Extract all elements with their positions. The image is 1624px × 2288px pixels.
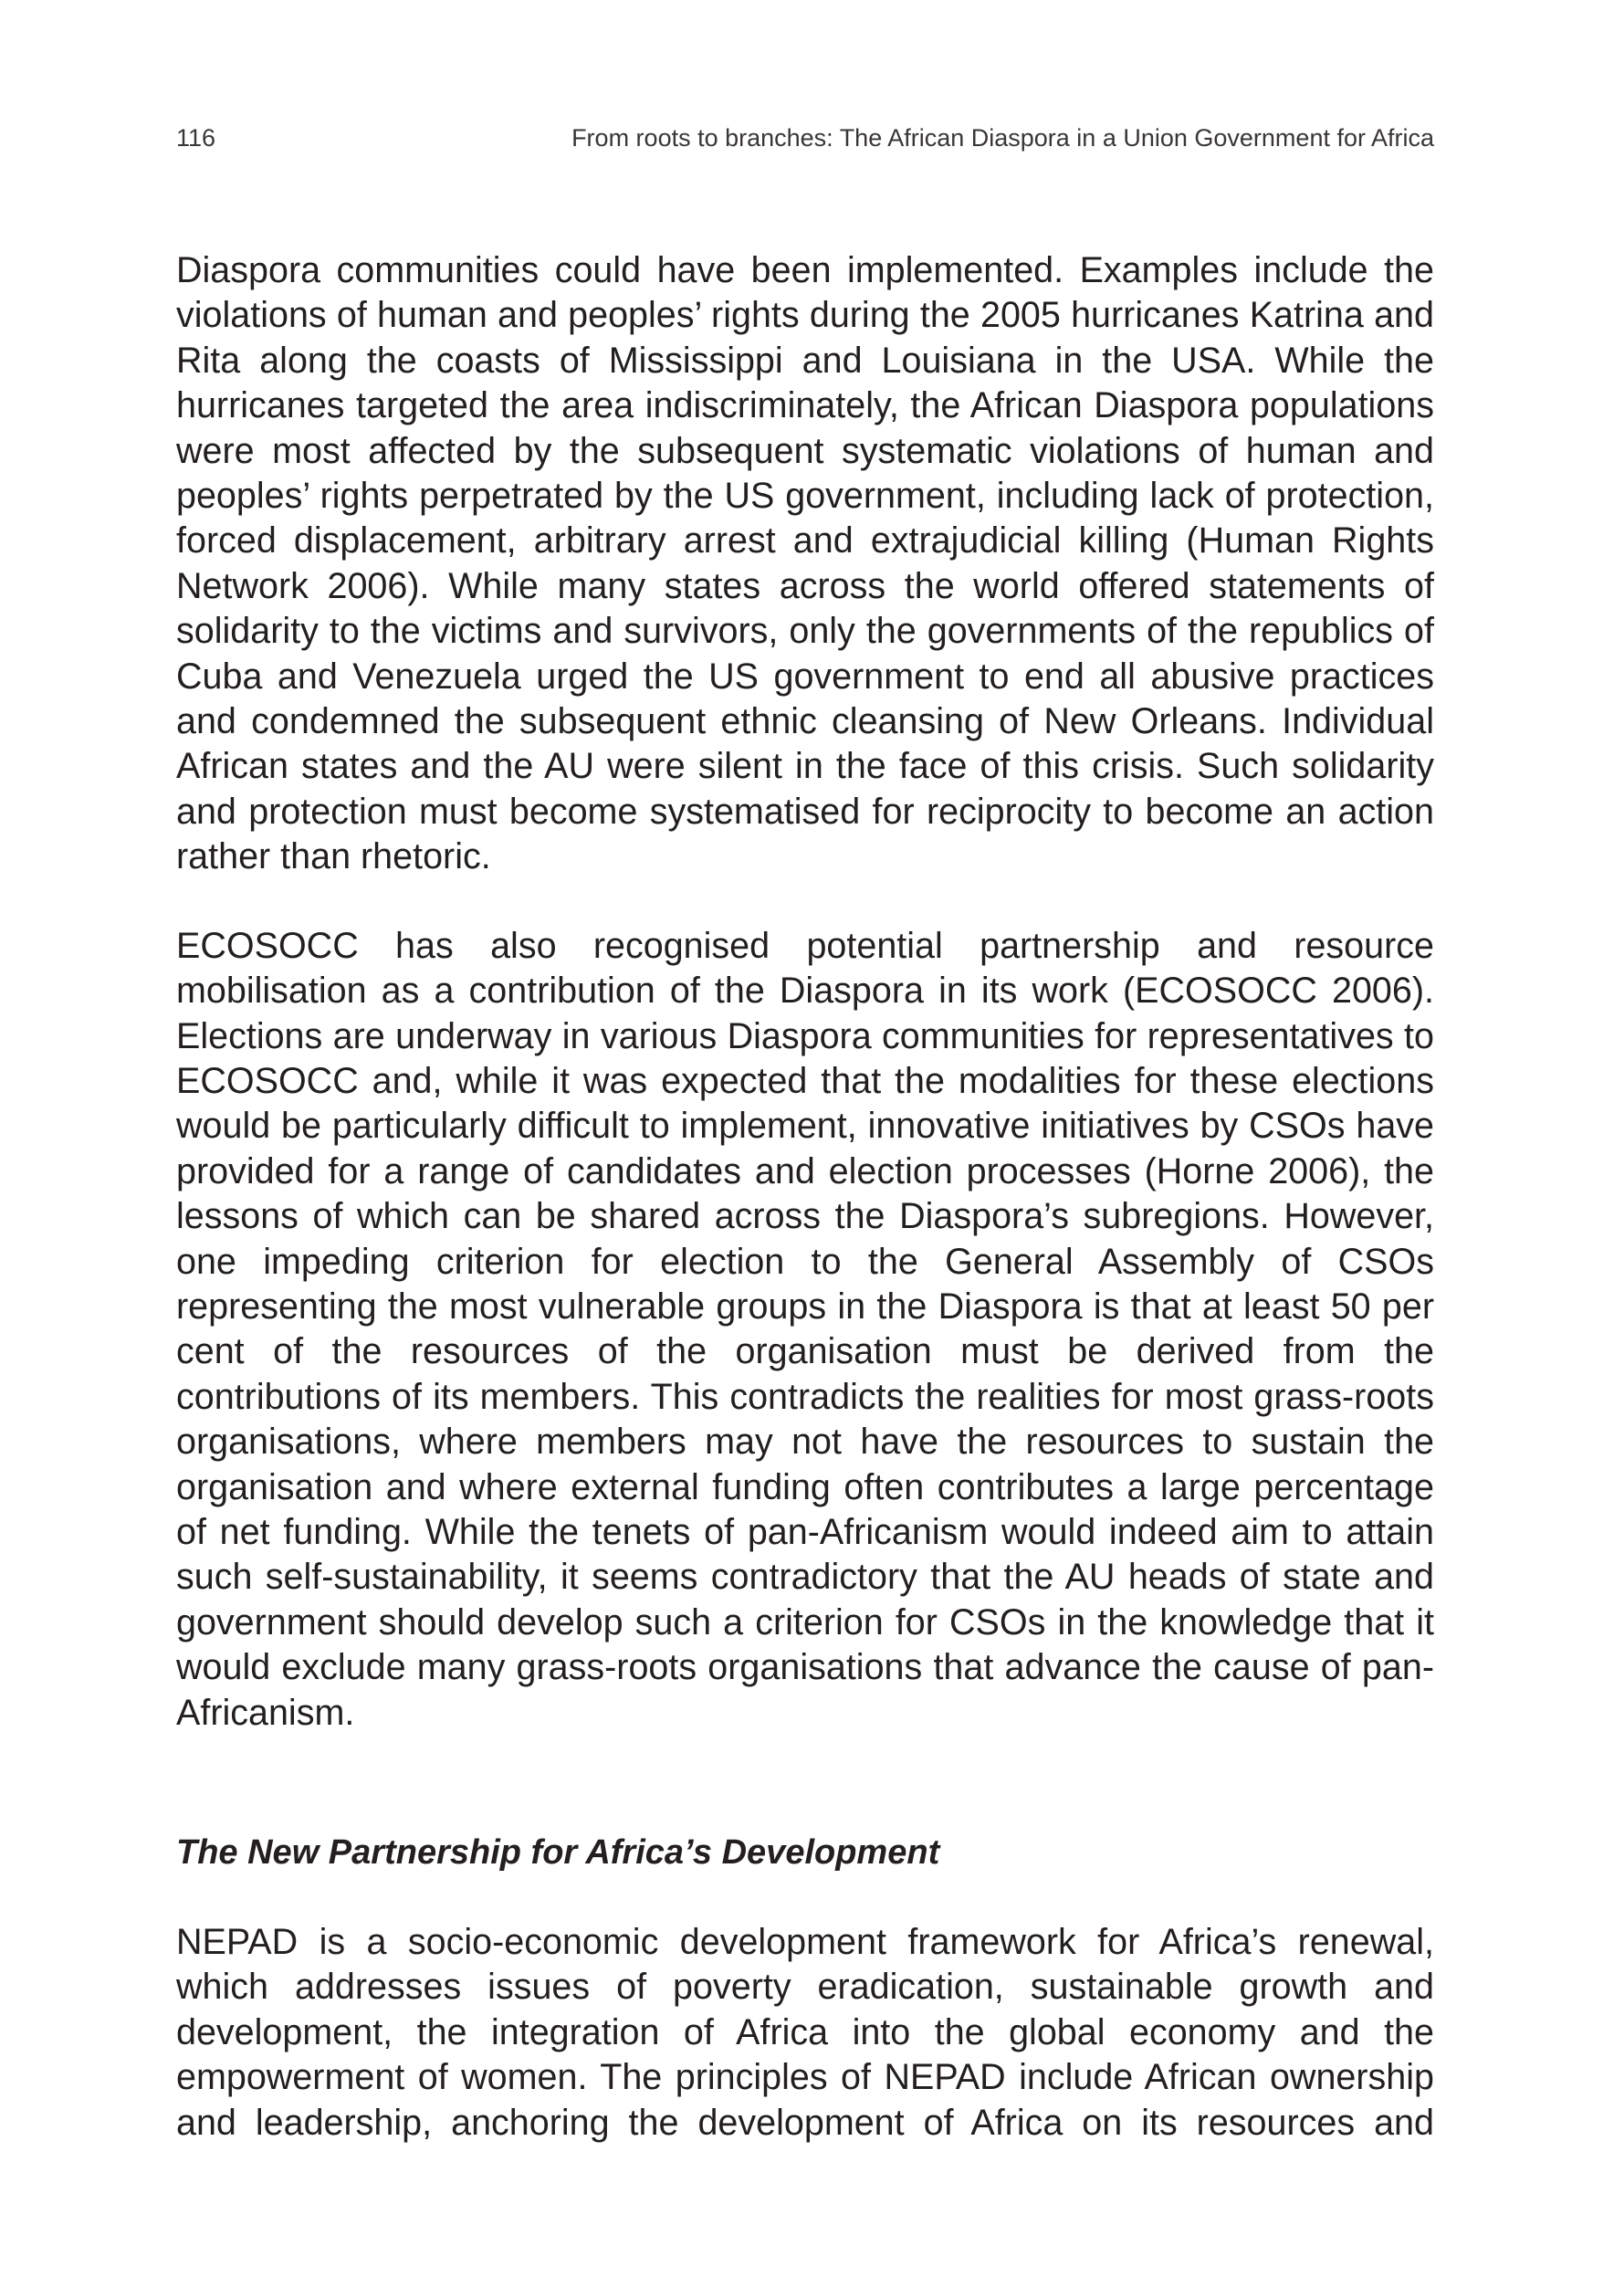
running-title: From roots to branches: The African Diaspora in a Union Government for Africa xyxy=(571,124,1434,152)
page-body xyxy=(176,248,1434,2146)
paragraph: NEPAD is a socio-economic development framework for Africa’s renewal, which addresses issues of poverty eradication, sustainable growth and development, the integration of Africa into the global economy and the empowerment of women. The principles of NEPAD include African ownership and leadership, anchoring the development of Africa on its resources and xyxy=(176,1922,1434,2143)
running-header xyxy=(176,120,1434,156)
paragraph: ECOSOCC has also recognised potential partnership and resource mobilisation as a contribution of the Diaspora in its work (ECOSOCC 2006). Elections are underway in various Diaspora communities for representatives to ECOSOCC and, while it was expected that the modalities for these elections would be particularly difficult to implement, innovative initiatives by CSOs have provided for a range of candidates and election processes (Horne 2006), the lessons of which can be shared across the Diaspora’s subregions. However, one impeding criterion for election to the General Assembly of CSOs representing the most vulnerable groups in the Diaspora is that at least 50 per cent of the resources of the organisation must be derived from the contributions of its members. This contradicts the realities for most grass-roots organisations, where members may not have the resources to sustain the organisation and where external funding often contributes a large percentage of net funding. While the tenets of pan-Africanism would indeed aim to attain such self-sustainability, it seems contradictory that the AU heads of state and government should develop such a criterion for CSOs in the knowledge that it would exclude many grass-roots organisations that advance the cause of pan-Africanism. xyxy=(176,925,1434,1733)
paragraph: Diaspora communities could have been implemented. Examples include the violations of human and peoples’ rights during the 2005 hurricanes Katrina and Rita along the coasts of Mississippi and Louisiana in the USA. While the hurricanes targeted the area indiscriminately, the African Diaspora populations were most affected by the subsequent systematic violations of human and peoples’ rights perpetrated by the US government, including lack of protection, forced displacement, arbitrary arrest and extrajudicial killing (Human Rights Network 2006). While many states across the world offered statements of solidarity to the victims and survivors, only the governments of the republics of Cuba and Venezuela urged the US government to end all abusive practices and condemned the subsequent ethnic cleansing of New Orleans. Individual African states and the AU were silent in the face of this crisis. Such solidarity and protection must become systematised for reciprocity to become an action rather than rhetoric. xyxy=(176,250,1434,877)
section-heading: The New Partnership for Africa’s Development xyxy=(176,1833,940,1872)
page-number: 116 xyxy=(176,124,216,152)
